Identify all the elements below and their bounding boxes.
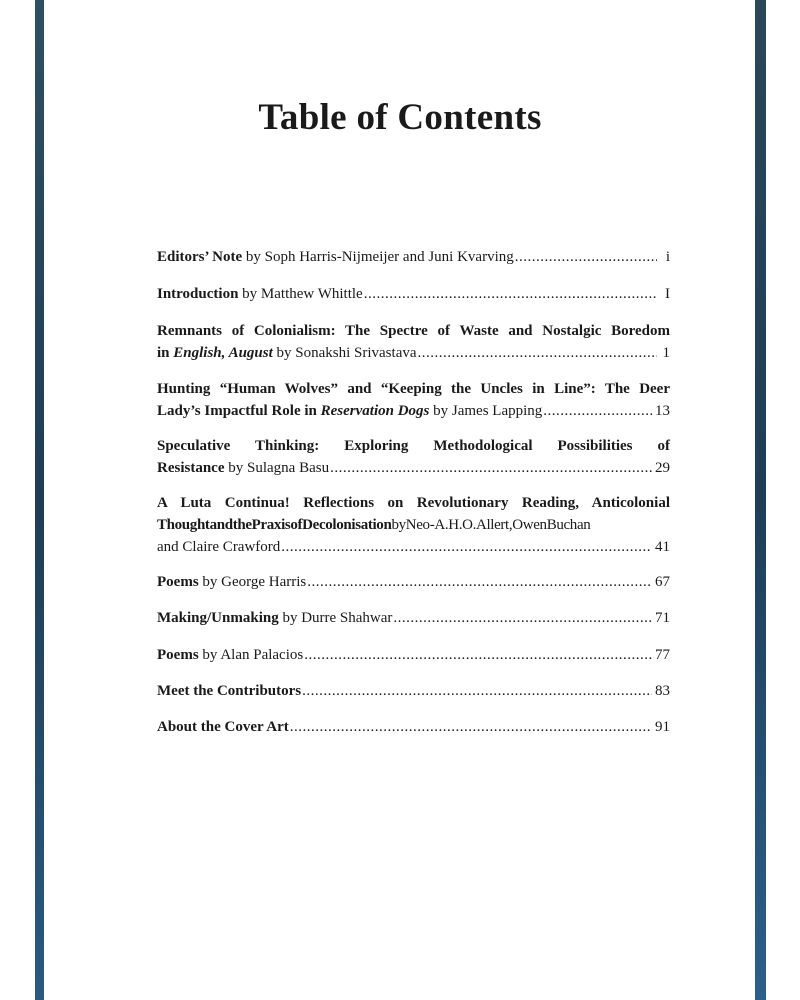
toc-entry-author: by Matthew Whittle [238, 286, 363, 302]
dot-leader [393, 607, 652, 629]
toc-entry-a-luta-continua[interactable] [157, 492, 670, 558]
toc-entry-author: and Claire Crawford [157, 539, 281, 555]
dot-leader [290, 716, 652, 738]
dot-leader [515, 246, 657, 268]
toc-page-number: 29 [655, 460, 670, 476]
dot-leader [418, 342, 657, 364]
toc-entry-about-the-cover-art[interactable] [157, 716, 670, 738]
toc-entry-italic-title: Reservation Dogs [320, 403, 430, 419]
dot-leader [302, 680, 652, 702]
dot-leader [304, 644, 652, 666]
toc-entry-editors-note[interactable] [157, 246, 670, 268]
toc-entry-italic-title: English, August [173, 345, 273, 361]
toc-entry-poems-alan-palacios[interactable] [157, 644, 670, 666]
toc-entry-author: by Sulagna Basu [224, 460, 330, 476]
toc-entry-meet-the-contributors[interactable] [157, 680, 670, 702]
toc-entry-author: by Soph Harris-Nijmeijer and Juni Kvarving [242, 249, 514, 265]
toc-entry-title: Meet the Contributors [157, 683, 302, 699]
toc-entry-title-line: A Luta Continua! Reflections on Revolutionary Reading, Anticolonial [157, 495, 670, 511]
toc-entry-title: Poems [157, 574, 199, 590]
toc-entry-author: by George Harris [198, 574, 307, 590]
toc-entry-remnants-of-colonialism[interactable] [157, 320, 670, 364]
toc-page-number: i [665, 249, 670, 265]
toc-entry-title: Lady’s Impactful Role in [157, 403, 321, 419]
toc-entry-title: Resistance [157, 460, 225, 476]
toc-entry-title: Editors’ Note [157, 249, 243, 265]
toc-entry-making-unmaking[interactable] [157, 607, 670, 629]
toc-page-number: 83 [655, 683, 670, 699]
dot-leader [364, 283, 657, 305]
page-title: Table of Contents [258, 97, 542, 138]
toc-entry-author: by Alan Palacios [198, 647, 304, 663]
toc-page-number: 77 [655, 647, 670, 663]
toc-entry-title-line: Speculative Thinking: Exploring Methodological Possibilities of [157, 438, 670, 454]
toc-page-number: 71 [655, 610, 670, 626]
toc-entry-title: Poems [157, 647, 199, 663]
toc-entry-title-line-2: ThoughtandthePraxisofDecolonisationbyNeo-A.H.O.Allert,OwenBuchan [157, 517, 591, 533]
left-border-bar [35, 0, 44, 1000]
right-border-bar [755, 0, 766, 1000]
dot-leader [330, 457, 652, 479]
toc-entry-title: Introduction [157, 286, 239, 302]
toc-entry-author: by James Lapping [429, 403, 543, 419]
toc-page-number: I [665, 286, 670, 302]
toc-entry-poems-george-harris[interactable] [157, 571, 670, 593]
toc-entry-title: in [157, 345, 174, 361]
toc-entry-speculative-thinking[interactable] [157, 435, 670, 479]
toc-entry-title: Making/Unmaking [157, 610, 279, 626]
toc-entry-introduction[interactable] [157, 283, 670, 305]
toc-entry-title-line: Remnants of Colonialism: The Spectre of Waste and Nostalgic Boredom [157, 323, 670, 339]
toc-page-number: 13 [655, 403, 670, 419]
dot-leader [543, 400, 652, 422]
toc-entry-hunting-human-wolves[interactable] [157, 378, 670, 422]
toc-page-number: 1 [662, 345, 670, 361]
toc-entry-title-line: Hunting “Human Wolves” and “Keeping the Uncles in Line”: The Deer [157, 381, 670, 397]
toc-page-number: 91 [655, 719, 670, 735]
toc-entry-title: About the Cover Art [157, 719, 289, 735]
toc-entry-author: by Durre Shahwar [278, 610, 393, 626]
dot-leader [307, 571, 652, 593]
toc-page-number: 41 [655, 539, 670, 555]
dot-leader [281, 536, 652, 558]
toc-entry-author: by Sonakshi Srivastava [272, 345, 417, 361]
toc-page-number: 67 [655, 574, 670, 590]
